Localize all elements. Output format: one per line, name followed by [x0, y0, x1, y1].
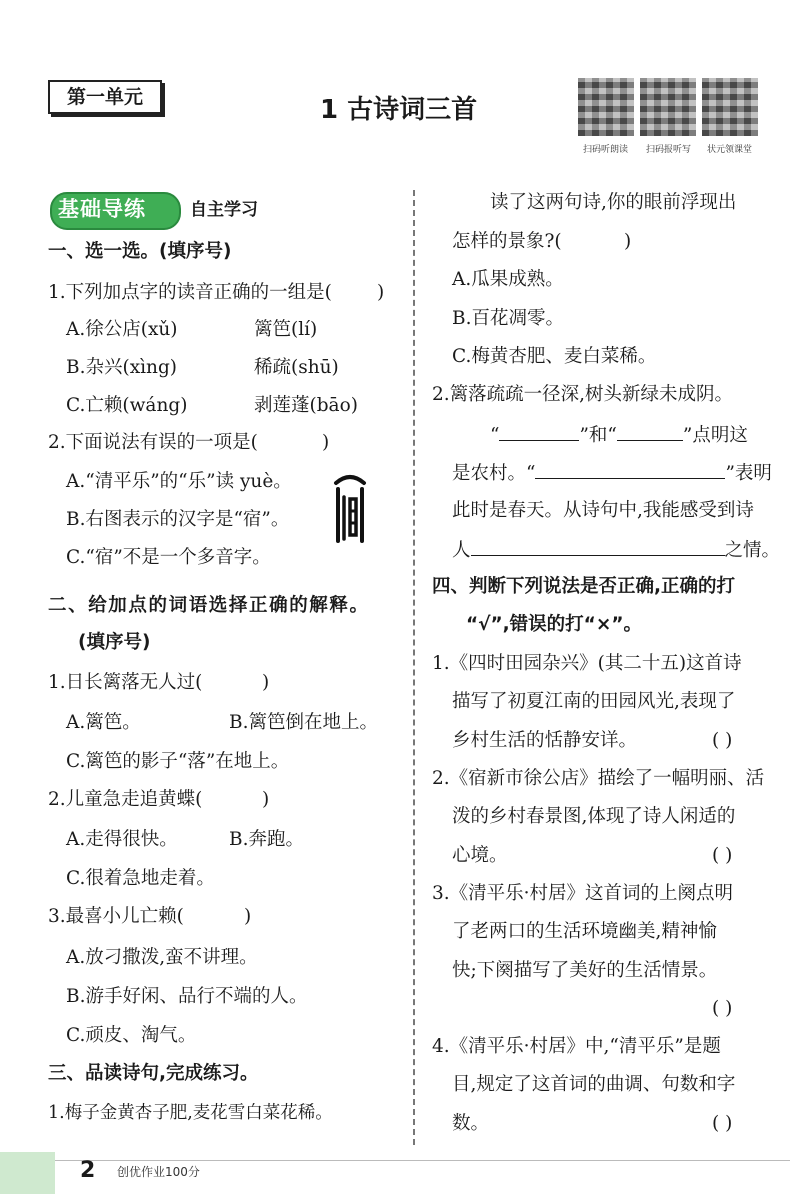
- answer-paren-close[interactable]: ): [262, 789, 270, 810]
- judge-1-line-3: 乡村生活的恬静安详。: [452, 730, 638, 751]
- answer-paren-close[interactable]: ): [322, 432, 330, 453]
- option-1-2-c: C.“宿”不是一个多音字。: [66, 547, 271, 568]
- answer-paren-close[interactable]: ): [244, 906, 252, 927]
- blank-input[interactable]: [471, 537, 725, 556]
- answer-paren-close[interactable]: ): [377, 282, 385, 303]
- option-2-2-a: A.走得很快。: [66, 829, 178, 850]
- option-3-1-b: B.百花凋零。: [452, 308, 564, 329]
- judge-3-line-2: 了老两口的生活环境幽美,精神愉: [452, 921, 717, 942]
- option-1-1-a2: 篱笆(lí): [254, 319, 318, 340]
- judge-answer-paren[interactable]: ( ): [712, 845, 733, 866]
- judge-4-line-1: 4.《清平乐·村居》中,“清平乐”是题: [432, 1036, 721, 1057]
- question-3-heading: 三、品读诗句,完成练习。: [48, 1063, 259, 1084]
- question-2-1: 1.日长篱落无人过(: [48, 672, 203, 693]
- judge-3-line-3: 快;下阕描写了美好的生活情景。: [452, 960, 718, 981]
- qr-label-dictation: 扫码报听写: [646, 145, 692, 155]
- footer-divider: [55, 1160, 790, 1161]
- brand-name: 创优作业100分: [117, 1165, 200, 1179]
- footer-color-strip: [0, 1152, 55, 1194]
- option-2-3-b: B.游手好闲、品行不端的人。: [66, 986, 308, 1007]
- option-2-2-b: B.奔跑。: [229, 829, 304, 850]
- option-2-3-a: A.放刁撒泼,蛮不讲理。: [66, 947, 258, 968]
- option-2-2-c: C.很着急地走着。: [66, 868, 215, 889]
- judge-3-line-1: 3.《清平乐·村居》这首词的上阕点明: [432, 883, 734, 904]
- question-2-3: 3.最喜小儿亡赖(: [48, 906, 184, 927]
- question-4-heading-cont: “√”,错误的打“×”。: [466, 614, 643, 635]
- option-2-1-c: C.篱笆的影子“落”在地上。: [66, 751, 290, 772]
- question-4-heading: 四、判断下列说法是否正确,正确的打: [432, 576, 736, 597]
- option-1-2-a: A.“清平乐”的“乐”读 yuè。: [66, 471, 292, 492]
- option-2-1-a: A.篱笆。: [66, 712, 141, 733]
- lesson-title: 1 古诗词三首: [320, 95, 478, 125]
- qr-code-classroom[interactable]: [702, 78, 758, 136]
- judge-answer-paren[interactable]: ( ): [712, 1113, 733, 1134]
- judge-2-line-1: 2.《宿新市徐公店》描绘了一幅明丽、活: [432, 768, 765, 789]
- judge-2-line-3: 心境。: [452, 845, 508, 866]
- option-1-1-c1: C.亡赖(wáng): [66, 395, 188, 416]
- option-1-1-b2: 稀疏(shū): [254, 357, 339, 378]
- judge-answer-paren[interactable]: ( ): [712, 730, 733, 751]
- qr-code-reading[interactable]: [578, 78, 634, 136]
- question-3-2-poem: 2.篱落疏疏一径深,树头新绿未成阴。: [432, 384, 734, 405]
- question-2-heading: 二、给加点的词语选择正确的解释。: [48, 595, 370, 616]
- judge-4-line-3: 数。: [452, 1113, 490, 1134]
- blank-input[interactable]: [535, 460, 725, 479]
- q3-1-prompt: 读了这两句诗,你的眼前浮现出: [490, 192, 737, 213]
- option-1-1-c2: 剥莲蓬(bāo): [254, 395, 358, 416]
- judge-answer-paren[interactable]: ( ): [712, 998, 733, 1019]
- judge-4-line-2: 目,规定了这首词的曲调、句数和字: [452, 1074, 736, 1095]
- answer-paren-close[interactable]: ): [624, 231, 632, 252]
- option-3-1-a: A.瓜果成熟。: [452, 269, 564, 290]
- question-1-heading: 一、选一选。(填序号): [48, 241, 232, 262]
- column-divider: [413, 190, 415, 1145]
- qr-label-classroom: 状元领课堂: [707, 145, 753, 155]
- answer-paren-close[interactable]: ): [262, 672, 270, 693]
- question-2-heading-note: (填序号): [78, 632, 151, 653]
- question-3-1-poem: 1.梅子金黄杏子肥,麦花雪白菜花稀。: [48, 1103, 333, 1123]
- qr-code-dictation[interactable]: [640, 78, 696, 136]
- qr-label-reading: 扫码听朗读: [583, 145, 629, 155]
- judge-1-line-2: 描写了初夏江南的田园风光,表现了: [452, 691, 736, 712]
- option-2-1-b: B.篱笆倒在地上。: [229, 712, 378, 733]
- page-number: 2: [80, 1158, 96, 1183]
- question-2-2: 2.儿童急走追黄蝶(: [48, 789, 203, 810]
- section-banner-label: 基础导练: [58, 197, 146, 221]
- judge-2-line-2: 泼的乡村春景图,体现了诗人闲适的: [452, 806, 736, 827]
- section-subtitle: 自主学习: [190, 200, 258, 220]
- blank-input[interactable]: [617, 422, 683, 441]
- fill-line-2: 是农村。“ ”表明: [452, 460, 772, 486]
- judge-1-line-1: 1.《四时田园杂兴》(其二十五)这首诗: [432, 653, 742, 674]
- question-1-1: 1.下列加点字的读音正确的一组是(: [48, 282, 332, 303]
- fill-line-4: 人 之情。: [452, 537, 780, 563]
- option-1-1-a1: A.徐公店(xǔ): [66, 319, 178, 340]
- fill-line-3: 此时是春天。从诗句中,我能感受到诗: [452, 500, 754, 521]
- fill-line-1: “ ”和“ ”点明这: [490, 422, 748, 448]
- question-1-2: 2.下面说法有误的一项是(: [48, 432, 258, 453]
- option-1-1-b1: B.杂兴(xìng): [66, 357, 178, 378]
- q3-1-prompt-cont: 怎样的景象?(: [452, 231, 562, 252]
- option-1-2-b: B.右图表示的汉字是“宿”。: [66, 509, 290, 530]
- unit-badge: 第一单元: [48, 80, 162, 114]
- blank-input[interactable]: [499, 422, 579, 441]
- option-3-1-c: C.梅黄杏肥、麦白菜稀。: [452, 346, 657, 367]
- seal-script-glyph-image: [330, 469, 370, 547]
- option-2-3-c: C.顽皮、淘气。: [66, 1025, 197, 1046]
